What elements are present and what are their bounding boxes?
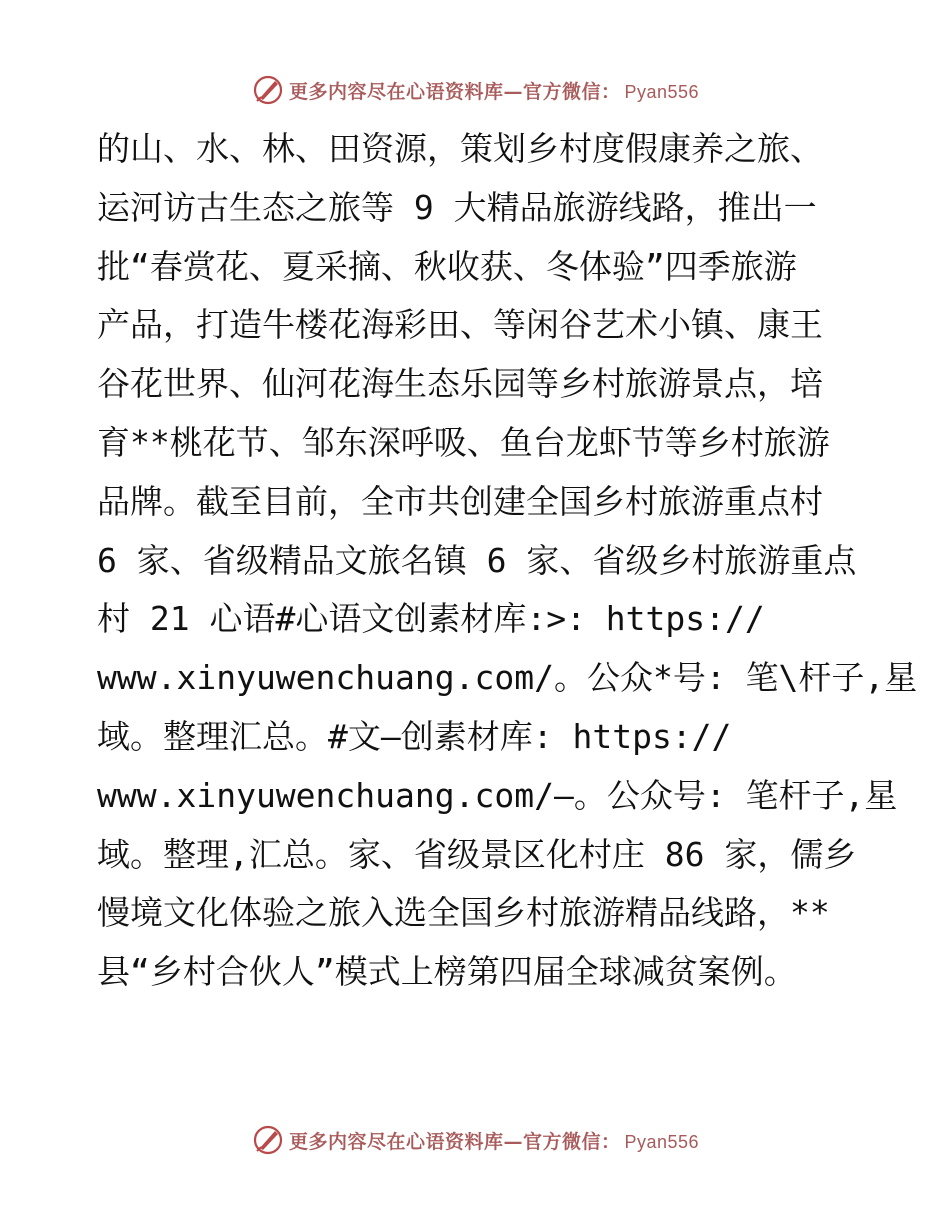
text-line: www.xinyuwenchuang.com/。公众*号: 笔\杆子,星 (97, 658, 918, 698)
header-watermark (0, 72, 950, 108)
text-line: 县“乡村合伙人”模式上榜第四届全球减贫案例。 (97, 952, 797, 992)
document-body (97, 120, 918, 1002)
quill-logo-icon (251, 73, 285, 107)
text-line: 村 21 心语#心语文创素材库:>: https:// (97, 599, 765, 639)
footer-watermark (0, 1122, 950, 1158)
text-line: 品牌。截至目前，全市共创建全国乡村旅游重点村 (97, 481, 823, 521)
quill-logo-icon (251, 1123, 285, 1157)
watermark-id: Pyan556 (624, 1131, 700, 1152)
text-line: 批“春赏花、夏采摘、秋收获、冬体验”四季旅游 (97, 246, 797, 286)
text-line: 谷花世界、仙河花海生态乐园等乡村旅游景点，培 (97, 364, 823, 404)
text-line: 域。整理汇总。#文—创素材库: https:// (97, 716, 732, 756)
text-line: 的山、水、林、田资源，策划乡村度假康养之旅、 (97, 129, 823, 168)
text-line: 6 家、省级精品文旅名镇 6 家、省级乡村旅游重点 (97, 540, 857, 580)
text-line: 域。整理,汇总。家、省级景区化村庄 86 家，儒乡 (97, 834, 857, 874)
watermark-id: Pyan556 (624, 81, 700, 102)
text-line: 产品，打造牛楼花海彩田、等闲谷艺术小镇、康王 (97, 305, 823, 345)
text-line: www.xinyuwenchuang.com/—。公众号: 笔杆子,星 (97, 775, 898, 815)
watermark-text: 更多内容尽在心语资料库—官方微信： Pyan556 (288, 1130, 700, 1153)
text-line: 育**桃花节、邹东深呼吸、鱼台龙虾节等乡村旅游 (97, 422, 830, 462)
text-line: 慢境文化体验之旅入选全国乡村旅游精品线路，** (97, 893, 830, 933)
watermark-text: 更多内容尽在心语资料库—官方微信： Pyan556 (288, 80, 700, 103)
text-line: 运河访古生态之旅等 9 大精品旅游线路，推出一 (97, 187, 817, 227)
